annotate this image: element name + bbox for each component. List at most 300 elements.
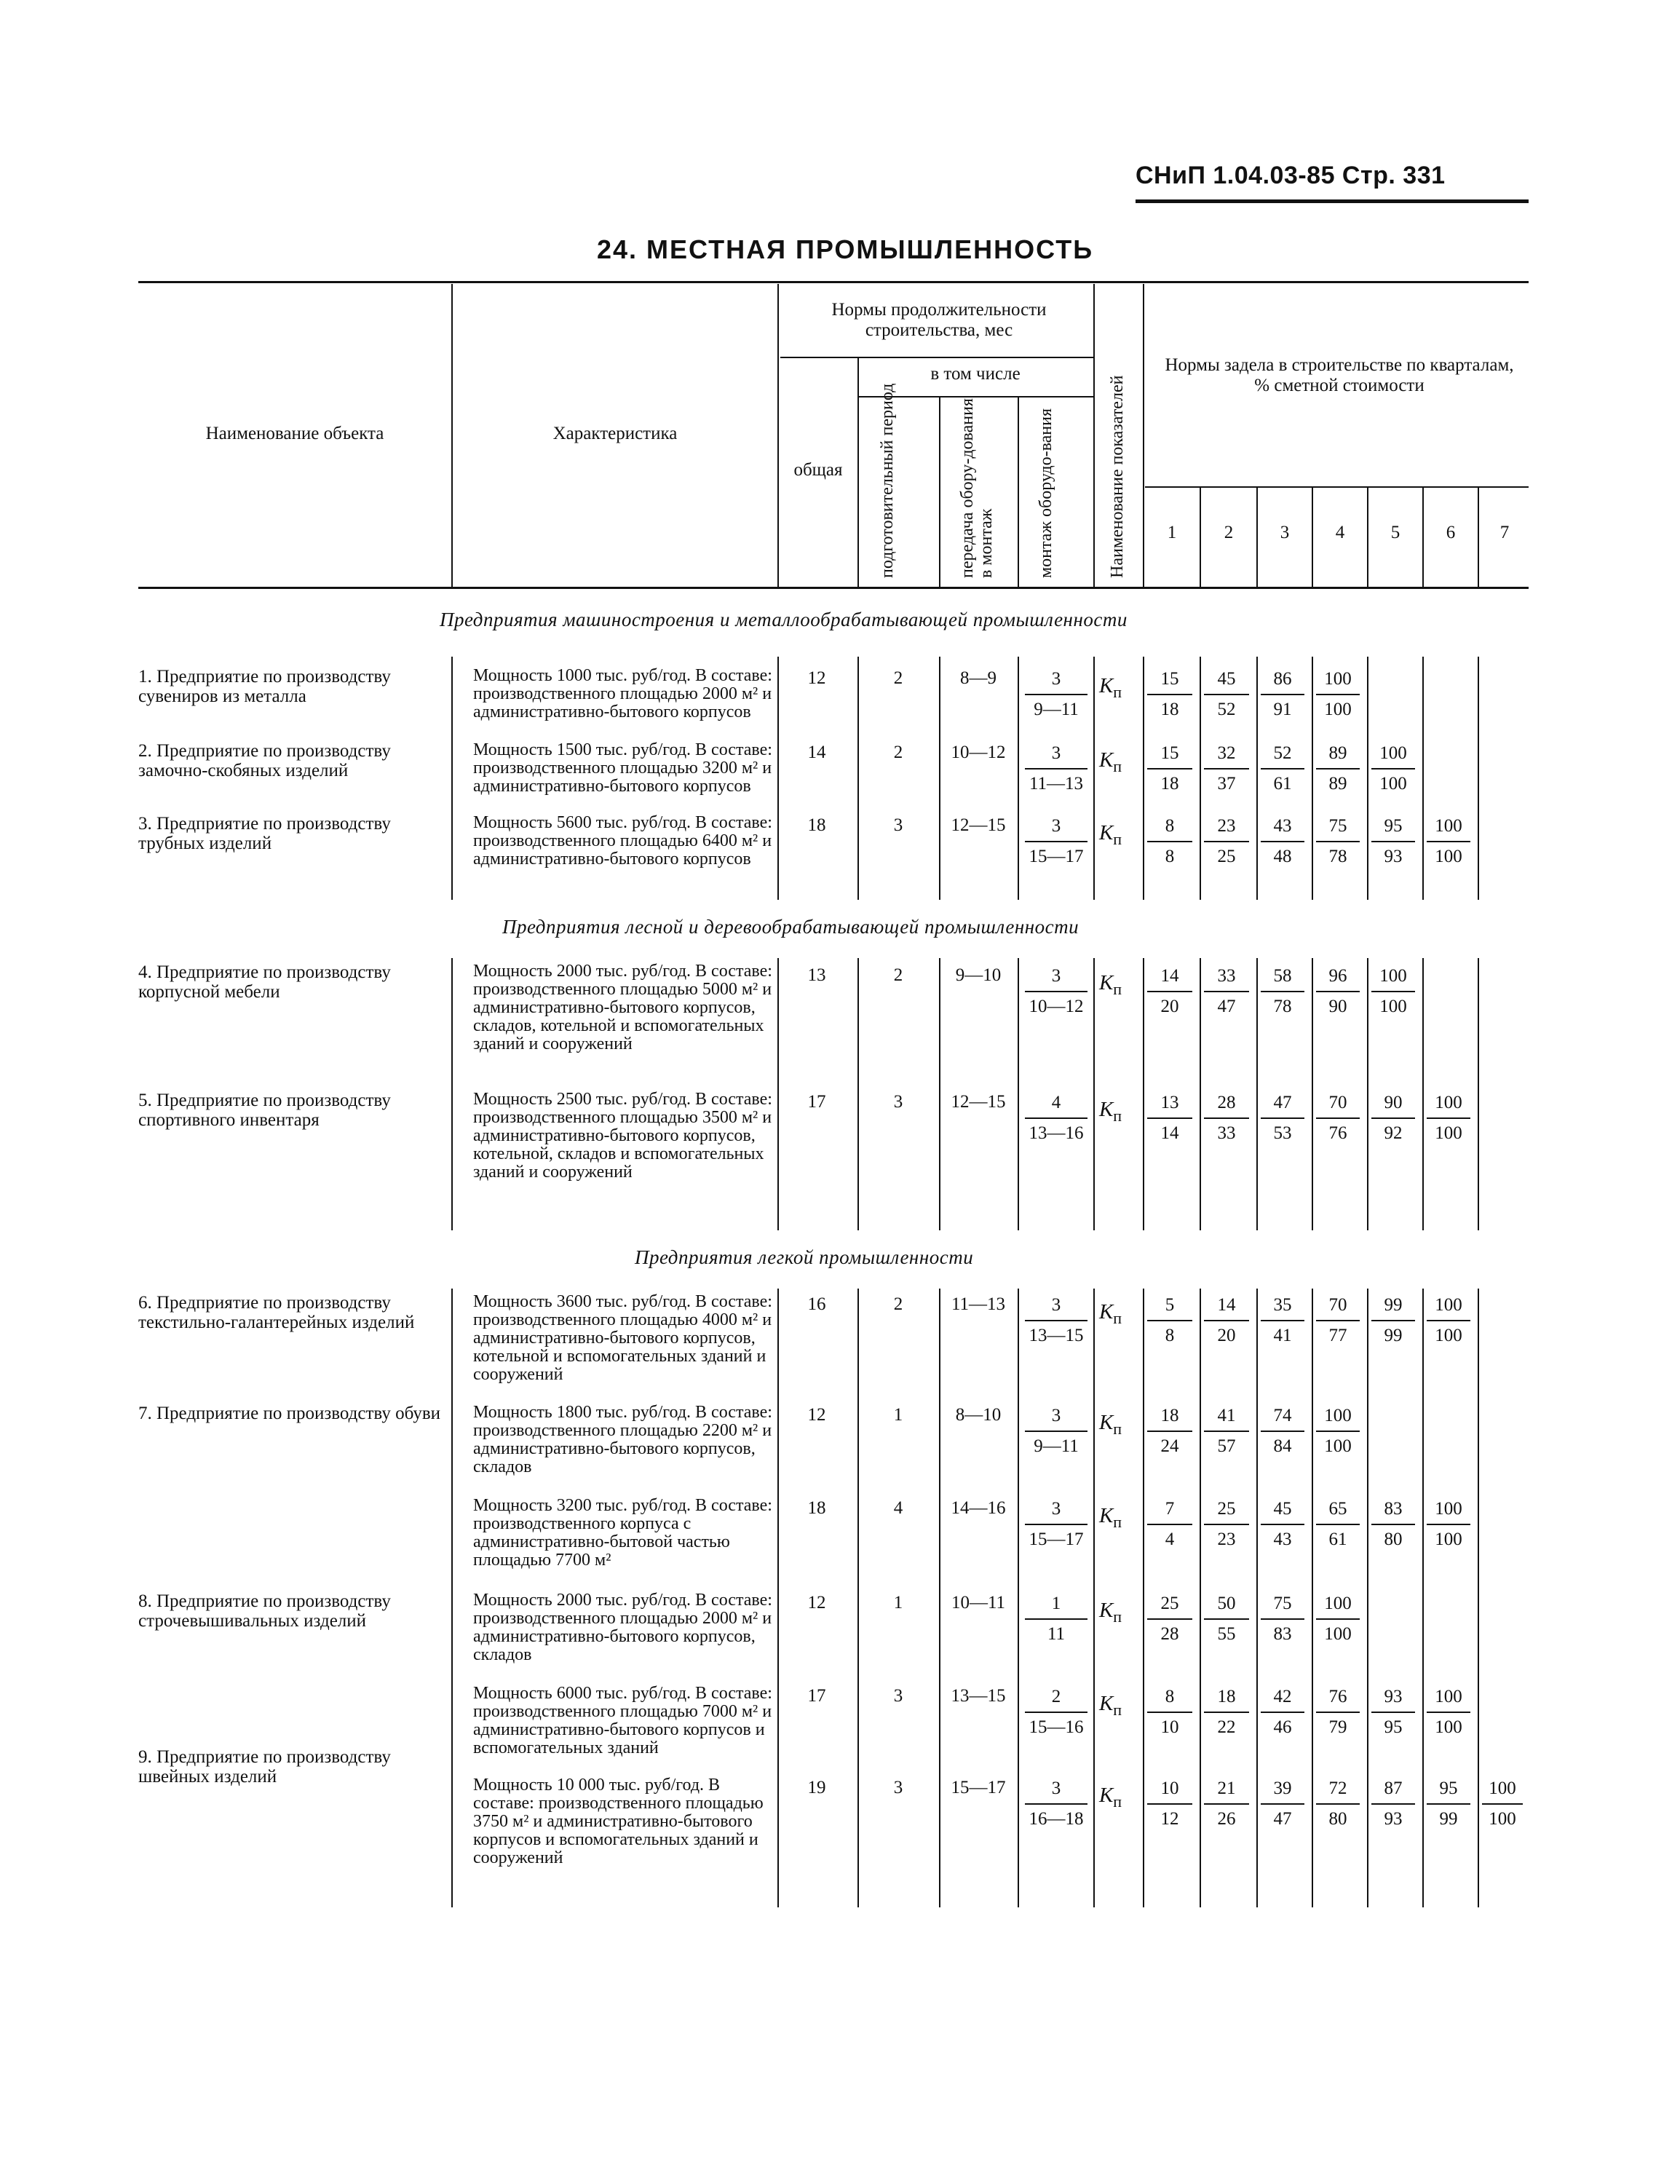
col-header-including: в том числе — [930, 364, 1021, 384]
total-months: 13 — [807, 965, 826, 985]
quarter-value-bottom: 80 — [1328, 1809, 1347, 1829]
quarter-value-top: 100 — [1435, 1295, 1462, 1315]
quarter-value-top: 41 — [1217, 1406, 1236, 1425]
transfer-months: 8—9 — [960, 668, 996, 688]
quarter-value-bar — [1371, 1524, 1415, 1525]
install-fraction-bar — [1025, 1431, 1087, 1432]
quarter-value-bar — [1147, 1803, 1192, 1805]
total-months: 17 — [807, 1686, 826, 1706]
body-col-divider — [1422, 958, 1424, 1230]
quarter-value-top: 100 — [1379, 966, 1407, 986]
quarter-value — [1261, 815, 1304, 868]
quarter-value-bottom: 93 — [1384, 1809, 1403, 1829]
quarter-value-bar — [1204, 1117, 1249, 1119]
prep-months: 1 — [893, 1593, 903, 1613]
quarter-value-bar — [1204, 1524, 1249, 1525]
total-months: 16 — [807, 1294, 826, 1314]
install-fraction-bar — [1025, 1524, 1087, 1525]
body-col-divider — [1256, 657, 1258, 900]
kp-indicator: $К_п$ — [1099, 1599, 1122, 1626]
quarter-value-top: 28 — [1217, 1093, 1236, 1112]
kp-subscript: п — [1113, 829, 1122, 848]
quarter-value-bottom: 100 — [1435, 1123, 1462, 1143]
quarter-value-top: 8 — [1165, 1687, 1175, 1706]
quarter-value-top: 65 — [1328, 1499, 1347, 1519]
col-divider — [1093, 284, 1095, 587]
kp-subscript: п — [1113, 1512, 1122, 1531]
col-header-characteristic: Характеристика — [552, 424, 678, 443]
kp-subscript: п — [1113, 1106, 1122, 1125]
body-col-divider — [939, 657, 940, 900]
quarter-7: 7 — [1499, 523, 1510, 542]
quarter-value-bottom: 22 — [1217, 1717, 1236, 1737]
body-col-divider — [1018, 657, 1019, 900]
quarter-value-top: 100 — [1379, 743, 1407, 763]
total-months: 19 — [807, 1778, 826, 1797]
header-rule — [1136, 199, 1529, 203]
quarter-value-top: 52 — [1273, 743, 1292, 763]
quarter-value-top: 74 — [1273, 1406, 1292, 1425]
quarter-value-bottom: 95 — [1384, 1717, 1403, 1737]
quarter-value-bar — [1261, 694, 1304, 695]
quarter-value-top: 83 — [1384, 1499, 1403, 1519]
quarter-value-bar — [1427, 841, 1470, 842]
body-col-divider — [857, 1289, 859, 1907]
kp-indicator: $К_п$ — [1099, 821, 1122, 848]
quarter-value — [1261, 1092, 1304, 1144]
install-fraction-top: 1 — [1051, 1594, 1061, 1613]
body-col-divider — [1256, 1289, 1258, 1907]
body-col-divider — [1478, 958, 1479, 1230]
prep-months: 3 — [893, 1686, 903, 1706]
quarter-value-top: 18 — [1160, 1406, 1179, 1425]
quarter-value-bar — [1316, 841, 1360, 842]
install-fraction — [1025, 1498, 1087, 1551]
quarter-value-bottom: 100 — [1435, 1717, 1462, 1737]
body-col-divider — [777, 958, 779, 1230]
quarter-value — [1261, 1778, 1304, 1830]
quarter-value-top: 10 — [1160, 1779, 1179, 1798]
col-header-install: монтаж оборудо-вания — [1037, 408, 1055, 578]
body-col-divider — [1143, 958, 1144, 1230]
install-fraction-bottom: 13—15 — [1029, 1326, 1084, 1345]
quarter-value — [1147, 1294, 1192, 1347]
prep-months: 2 — [893, 743, 903, 762]
table-header-bottom-rule — [138, 587, 1529, 589]
body-col-divider — [1093, 657, 1095, 900]
quarter-value-bottom: 20 — [1160, 997, 1179, 1016]
quarter-value-top: 99 — [1384, 1295, 1403, 1315]
transfer-months: 12—15 — [951, 815, 1006, 835]
transfer-months: 8—10 — [955, 1405, 1002, 1425]
install-fraction-bar — [1025, 841, 1087, 842]
kp-indicator: $К_п$ — [1099, 748, 1122, 775]
quarter-value — [1427, 1686, 1470, 1738]
quarter-value-bar — [1261, 841, 1304, 842]
quarter-value — [1204, 1686, 1249, 1738]
quarter-value-bottom: 18 — [1160, 700, 1179, 719]
quarter-value-top: 95 — [1384, 816, 1403, 836]
quarter-value-bar — [1147, 841, 1192, 842]
quarter-value-bar — [1147, 1431, 1192, 1432]
quarter-value-bar — [1204, 1803, 1249, 1805]
quarter-value-bottom: 8 — [1165, 1326, 1175, 1345]
install-fraction-bottom: 11 — [1047, 1624, 1066, 1644]
quarter-value-top: 100 — [1324, 669, 1352, 689]
quarter-value-bottom: 4 — [1165, 1530, 1175, 1549]
rule-under-backlog — [1145, 486, 1529, 488]
object-name: 2. Предприятие по производству замочно-скобяных изделий — [138, 741, 391, 780]
quarter-value-bar — [1147, 1320, 1192, 1321]
quarter-value — [1427, 1092, 1470, 1144]
quarter-value-top: 70 — [1328, 1295, 1347, 1315]
quarter-value — [1371, 1686, 1415, 1738]
quarter-value-bar — [1482, 1803, 1523, 1805]
install-fraction-bar — [1025, 991, 1087, 992]
quarter-value-bottom: 48 — [1273, 847, 1292, 866]
quarter-value-bottom: 8 — [1165, 847, 1175, 866]
install-fraction-bottom: 9—11 — [1034, 1436, 1079, 1456]
body-col-divider — [1143, 657, 1144, 900]
quarter-value — [1204, 1294, 1249, 1347]
quarter-value — [1261, 1405, 1304, 1457]
transfer-months: 12—15 — [951, 1092, 1006, 1112]
quarter-value — [1427, 815, 1470, 868]
quarter-value-bar — [1316, 1320, 1360, 1321]
prep-months: 2 — [893, 1294, 903, 1314]
quarter-value — [1261, 965, 1304, 1018]
quarter-value-top: 75 — [1328, 816, 1347, 836]
prep-months: 1 — [893, 1405, 903, 1425]
quarter-value-bar — [1371, 1117, 1415, 1119]
quarter-value-bar — [1427, 1320, 1470, 1321]
quarter-value-top: 13 — [1160, 1093, 1179, 1112]
quarter-value-top: 15 — [1160, 743, 1179, 763]
quarter-value-bar — [1371, 1712, 1415, 1713]
col-header-duration: Нормы продолжительности строительства, мес — [831, 300, 1047, 340]
quarter-value-top: 100 — [1324, 1594, 1352, 1613]
page-header: СНиП 1.04.03-85 Стр. 331 — [1136, 162, 1446, 189]
kp-indicator: $К_п$ — [1099, 1411, 1122, 1438]
quarter-value-bottom: 100 — [1324, 700, 1352, 719]
quarter-value-bottom: 26 — [1217, 1809, 1236, 1829]
install-fraction-bar — [1025, 1320, 1087, 1321]
quarter-value-top: 93 — [1384, 1687, 1403, 1706]
kp-subscript: п — [1113, 1308, 1122, 1327]
quarter-value-top: 32 — [1217, 743, 1236, 763]
quarter-value-top: 39 — [1273, 1779, 1292, 1798]
body-col-divider — [777, 657, 779, 900]
quarter-value-bar — [1147, 991, 1192, 992]
quarter-value — [1427, 1294, 1470, 1347]
quarter-value — [1204, 1498, 1249, 1551]
quarter-value-bar — [1261, 991, 1304, 992]
body-col-divider — [1256, 958, 1258, 1230]
quarter-value-bar — [1147, 1117, 1192, 1119]
quarter-value — [1147, 1593, 1192, 1645]
quarter-value — [1371, 1294, 1415, 1347]
body-col-divider — [1143, 1289, 1144, 1907]
quarter-value-top: 100 — [1324, 1406, 1352, 1425]
quarter-value-bar — [1371, 1320, 1415, 1321]
quarter-value-top: 100 — [1435, 816, 1462, 836]
object-characteristic: Мощность 10 000 тыс. руб/год. В составе: производственного площадью 3750 м² и административно-бытового корпусов и вспомогательных зданий и сооружений — [473, 1776, 764, 1867]
quarter-value — [1316, 668, 1360, 721]
install-fraction — [1025, 1092, 1087, 1144]
quarter-value-top: 23 — [1217, 816, 1236, 836]
install-fraction-bottom: 13—16 — [1029, 1123, 1084, 1143]
quarter-value-top: 33 — [1217, 966, 1236, 986]
quarter-value-top: 43 — [1273, 816, 1292, 836]
install-fraction-top: 3 — [1051, 816, 1061, 836]
install-fraction — [1025, 668, 1087, 721]
quarter-value-bottom: 100 — [1435, 847, 1462, 866]
col-header-backlog: Нормы задела в строительстве по кварталам, % сметной стоимости — [1165, 355, 1514, 395]
quarter-value-bottom: 12 — [1160, 1809, 1179, 1829]
quarter-value — [1261, 743, 1304, 795]
quarter-1: 1 — [1167, 523, 1177, 542]
install-fraction — [1025, 1405, 1087, 1457]
quarter-value-top: 15 — [1160, 669, 1179, 689]
section-title: Предприятия машиностроения и металлообрабатывающей промышленности — [440, 609, 1128, 630]
install-fraction-top: 3 — [1051, 1779, 1061, 1798]
quarter-value-bar — [1427, 1117, 1470, 1119]
quarter-value-top: 35 — [1273, 1295, 1292, 1315]
quarter-5: 5 — [1390, 523, 1400, 542]
quarter-value-top: 100 — [1435, 1093, 1462, 1112]
install-fraction-top: 3 — [1051, 1406, 1061, 1425]
quarter-value — [1147, 1092, 1192, 1144]
body-col-divider — [1367, 657, 1368, 900]
quarter-value-bottom: 43 — [1273, 1530, 1292, 1549]
kp-subscript: п — [1113, 682, 1122, 701]
kp-subscript: п — [1113, 979, 1122, 998]
prep-months: 3 — [893, 1778, 903, 1797]
quarter-value-bar — [1316, 768, 1360, 769]
section-title: Предприятия лесной и деревообрабатывающей промышленности — [502, 916, 1079, 938]
body-col-divider — [857, 958, 859, 1230]
quarter-value — [1261, 1294, 1304, 1347]
install-fraction — [1025, 815, 1087, 868]
quarter-value-bottom: 37 — [1217, 774, 1236, 794]
body-col-divider — [1422, 1289, 1424, 1907]
quarter-value-bar — [1204, 1618, 1249, 1620]
quarter-value-bar — [1204, 991, 1249, 992]
quarter-value-bottom: 53 — [1273, 1123, 1292, 1143]
quarter-value-bottom: 47 — [1273, 1809, 1292, 1829]
install-fraction-bottom: 15—17 — [1029, 847, 1084, 866]
object-name: 1. Предприятие по производству сувениров из металла — [138, 667, 391, 706]
quarter-value-top: 7 — [1165, 1499, 1175, 1519]
total-months: 18 — [807, 815, 826, 835]
quarter-value-bar — [1147, 1524, 1192, 1525]
quarter-6: 6 — [1446, 523, 1456, 542]
quarter-value — [1316, 1092, 1360, 1144]
install-fraction-bottom: 11—13 — [1029, 774, 1084, 794]
body-col-divider — [451, 1289, 453, 1907]
quarter-value-bottom: 89 — [1328, 774, 1347, 794]
quarter-value-bar — [1261, 1117, 1304, 1119]
quarter-value — [1147, 1498, 1192, 1551]
transfer-months: 10—11 — [951, 1593, 1006, 1613]
body-col-divider — [451, 657, 453, 900]
quarter-value-bar — [1316, 991, 1360, 992]
transfer-months: 14—16 — [951, 1498, 1006, 1518]
install-fraction — [1025, 1686, 1087, 1738]
quarter-value-top: 89 — [1328, 743, 1347, 763]
quarter-value — [1316, 815, 1360, 868]
quarter-value — [1204, 815, 1249, 868]
quarter-value-bottom: 78 — [1328, 847, 1347, 866]
col-divider — [857, 358, 859, 587]
transfer-months: 13—15 — [951, 1686, 1006, 1706]
body-col-divider — [1093, 958, 1095, 1230]
quarter-value — [1204, 965, 1249, 1018]
quarter-value-top: 58 — [1273, 966, 1292, 986]
quarter-value — [1204, 743, 1249, 795]
quarter-4: 4 — [1335, 523, 1345, 542]
prep-months: 2 — [893, 668, 903, 688]
quarter-value-bottom: 78 — [1273, 997, 1292, 1016]
install-fraction-bottom: 15—16 — [1029, 1717, 1084, 1737]
total-months: 12 — [807, 1405, 826, 1425]
quarter-value — [1371, 815, 1415, 868]
quarter-value-bar — [1204, 1320, 1249, 1321]
object-characteristic: Мощность 2000 тыс. руб/год. В составе: производственного площадью 5000 м² и административно-бытового корпусов, складов, котельной и вспомогательных зданий и сооружений — [473, 962, 772, 1053]
quarter-value-bottom: 79 — [1328, 1717, 1347, 1737]
quarter-2: 2 — [1224, 523, 1234, 542]
quarter-value-bar — [1316, 1117, 1360, 1119]
body-col-divider — [1367, 958, 1368, 1230]
quarter-value-bar — [1261, 1320, 1304, 1321]
object-characteristic: Мощность 1500 тыс. руб/год. В составе: производственного площадью 3200 м² и административно-бытового корпусов — [473, 740, 772, 796]
quarter-value — [1371, 1092, 1415, 1144]
quarter-value-bottom: 83 — [1273, 1624, 1292, 1644]
quarter-value-bottom: 100 — [1324, 1624, 1352, 1644]
quarter-value-bottom: 61 — [1328, 1530, 1347, 1549]
prep-months: 3 — [893, 815, 903, 835]
quarter-value — [1316, 1593, 1360, 1645]
transfer-months: 10—12 — [951, 743, 1006, 762]
col-divider — [1018, 397, 1019, 587]
quarter-value-bar — [1316, 694, 1360, 695]
table-top-rule — [138, 281, 1529, 283]
body-col-divider — [1422, 657, 1424, 900]
quarter-value — [1316, 1498, 1360, 1551]
quarter-value-bar — [1204, 1712, 1249, 1713]
kp-subscript: п — [1113, 1792, 1122, 1811]
quarter-value-top: 76 — [1328, 1687, 1347, 1706]
quarter-value-bottom: 100 — [1324, 1436, 1352, 1456]
quarter-value-bar — [1371, 841, 1415, 842]
kp-indicator: $К_п$ — [1099, 674, 1122, 701]
quarter-value-bottom: 99 — [1384, 1326, 1403, 1345]
quarter-value-bar — [1427, 1712, 1470, 1713]
install-fraction-bottom: 9—11 — [1034, 700, 1079, 719]
quarter-value-bar — [1316, 1431, 1360, 1432]
quarter-value — [1261, 1498, 1304, 1551]
quarter-value-bottom: 92 — [1384, 1123, 1403, 1143]
body-col-divider — [1367, 1289, 1368, 1907]
quarter-value-bar — [1371, 991, 1415, 992]
quarter-value-top: 75 — [1273, 1594, 1292, 1613]
quarter-value-bottom: 23 — [1217, 1530, 1236, 1549]
quarter-value-bottom: 77 — [1328, 1326, 1347, 1345]
quarter-value-bar — [1147, 1712, 1192, 1713]
quarter-value-bottom: 33 — [1217, 1123, 1236, 1143]
quarter-value-bar — [1427, 1803, 1470, 1805]
total-months: 12 — [807, 668, 826, 688]
quarter-value-top: 42 — [1273, 1687, 1292, 1706]
quarter-value — [1261, 1593, 1304, 1645]
body-col-divider — [1312, 958, 1313, 1230]
quarter-value-bottom: 52 — [1217, 700, 1236, 719]
quarter-value-top: 95 — [1439, 1779, 1458, 1798]
install-fraction-top: 2 — [1051, 1687, 1061, 1706]
install-fraction-bottom: 16—18 — [1029, 1809, 1084, 1829]
quarter-value-top: 100 — [1489, 1779, 1516, 1798]
quarter-value-bar — [1261, 1524, 1304, 1525]
install-fraction-top: 3 — [1051, 743, 1061, 763]
quarter-value-bottom: 99 — [1439, 1809, 1458, 1829]
body-col-divider — [1018, 1289, 1019, 1907]
quarter-value-bar — [1204, 841, 1249, 842]
total-months: 18 — [807, 1498, 826, 1518]
body-col-divider — [1018, 958, 1019, 1230]
col-header-prep: подготовительный период — [878, 383, 897, 578]
col-header-name: Наименование объекта — [205, 424, 384, 443]
quarter-value-bar — [1204, 1431, 1249, 1432]
install-fraction-bar — [1025, 1712, 1087, 1713]
prep-months: 4 — [893, 1498, 903, 1518]
quarter-value-top: 47 — [1273, 1093, 1292, 1112]
quarter-value — [1147, 965, 1192, 1018]
kp-subscript: п — [1113, 1700, 1122, 1719]
quarter-value-bottom: 100 — [1489, 1809, 1516, 1829]
quarter-value — [1147, 743, 1192, 795]
quarter-value-bottom: 80 — [1384, 1530, 1403, 1549]
quarter-value-bar — [1147, 768, 1192, 769]
body-col-divider — [1200, 958, 1201, 1230]
quarter-value-top: 25 — [1160, 1594, 1179, 1613]
quarter-value — [1371, 743, 1415, 795]
quarter-value — [1371, 1498, 1415, 1551]
object-characteristic: Мощность 3600 тыс. руб/год. В составе: производственного площадью 4000 м² и административно-бытового корпусов, котельной и вспомогательных зданий и сооружений — [473, 1292, 772, 1384]
quarter-value-bottom: 57 — [1217, 1436, 1236, 1456]
install-fraction — [1025, 743, 1087, 795]
quarter-value — [1261, 668, 1304, 721]
quarter-value-bottom: 47 — [1217, 997, 1236, 1016]
quarter-value — [1316, 743, 1360, 795]
quarter-value-top: 96 — [1328, 966, 1347, 986]
quarter-value-bar — [1316, 1618, 1360, 1620]
transfer-months: 11—13 — [951, 1294, 1006, 1314]
rule-under-duration — [780, 357, 1093, 358]
prep-months: 2 — [893, 965, 903, 985]
quarter-value-top: 100 — [1435, 1499, 1462, 1519]
quarter-value-bar — [1261, 1803, 1304, 1805]
quarter-value-top: 5 — [1165, 1295, 1175, 1315]
prep-months: 3 — [893, 1092, 903, 1112]
body-col-divider — [451, 958, 453, 1230]
quarter-value-bar — [1147, 694, 1192, 695]
install-fraction-top: 3 — [1051, 669, 1061, 689]
install-fraction — [1025, 965, 1087, 1018]
col-divider — [939, 397, 940, 587]
quarter-value — [1261, 1686, 1304, 1738]
section-title: Предприятия легкой промышленности — [635, 1246, 974, 1268]
quarter-value-bottom: 18 — [1160, 774, 1179, 794]
